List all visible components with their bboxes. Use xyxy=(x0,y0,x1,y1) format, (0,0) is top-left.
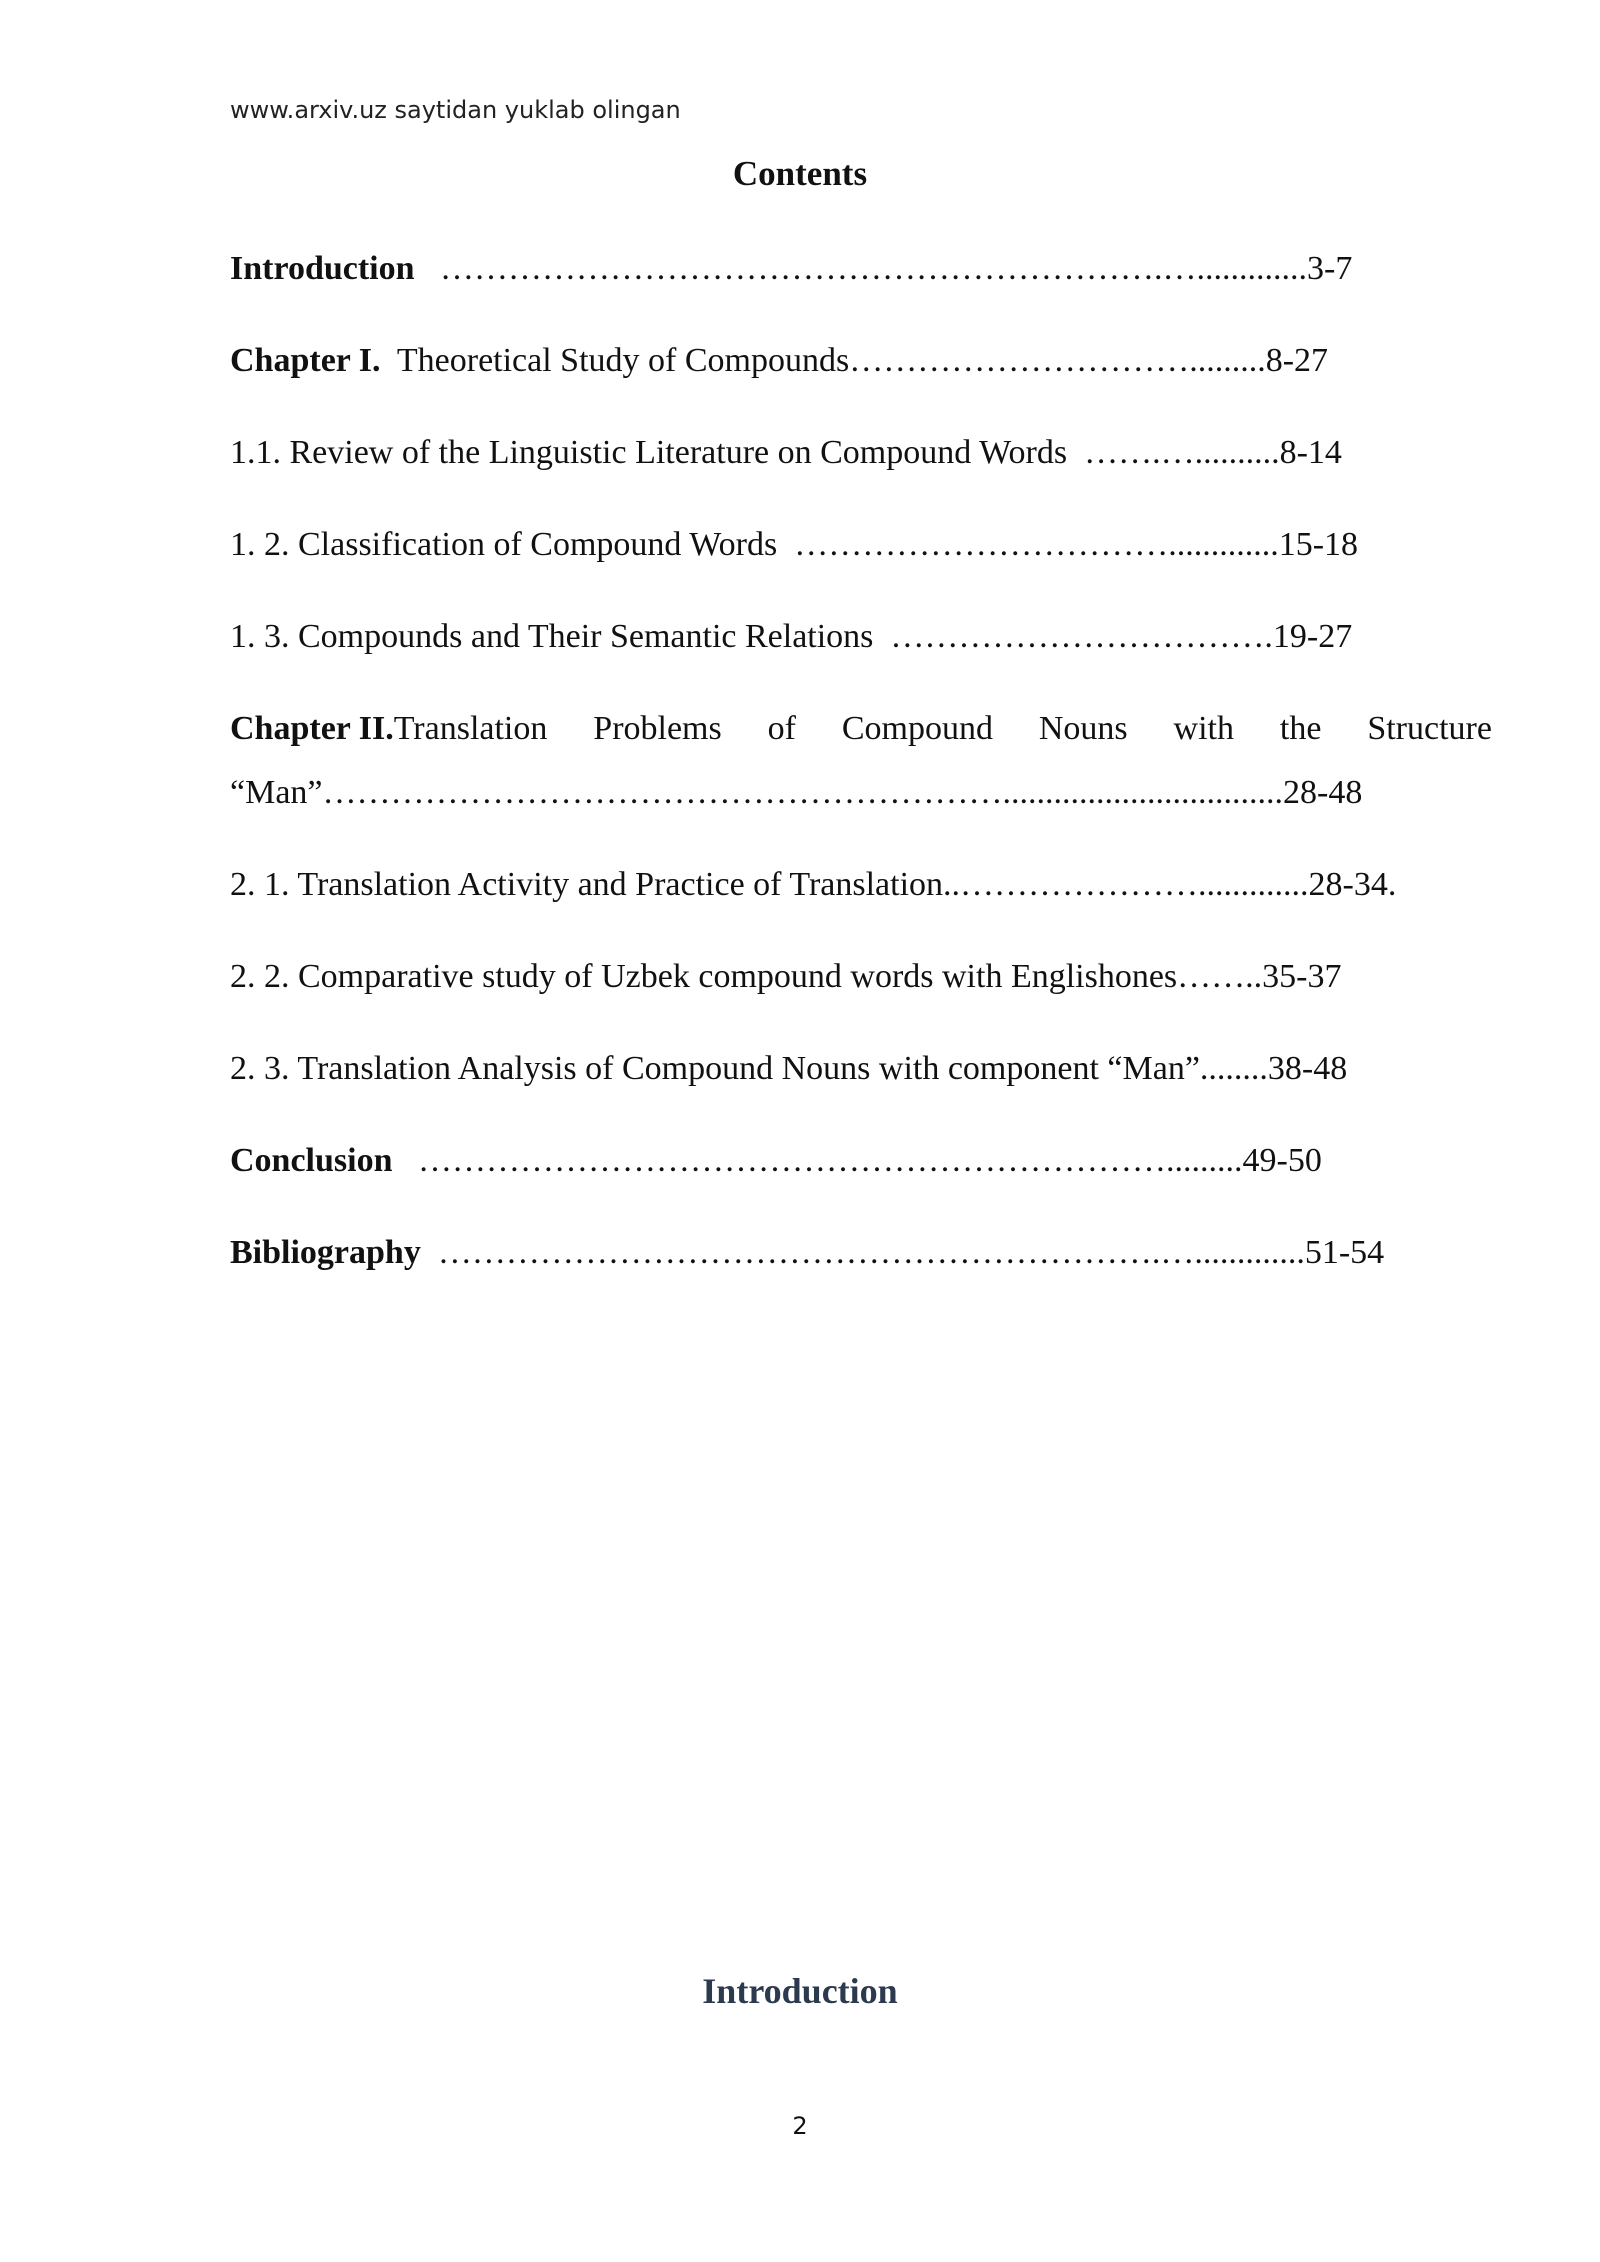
toc-entry-label: 2. 2. Comparative study of Uzbek compound words with Englishones xyxy=(230,958,1178,995)
toc-entry-title: Theoretical Study of Compounds xyxy=(396,342,850,379)
toc-entry-label: Bibliography xyxy=(230,1234,421,1271)
toc-entry-label: 1. 2. Classification of Compound Words xyxy=(230,526,778,563)
toc-leader: ……………………………............. xyxy=(794,526,1279,563)
contents-title: Contents xyxy=(732,154,868,193)
toc-word: with xyxy=(1173,710,1234,747)
toc-leader: ........ xyxy=(1199,1050,1268,1087)
toc-entry-1-2[interactable] xyxy=(230,528,1358,562)
toc-pages: 15-18 xyxy=(1278,526,1359,563)
toc-pages: 3-7 xyxy=(1307,250,1353,287)
section-heading-introduction: Introduction xyxy=(702,1971,898,2011)
toc-entry-1-3[interactable] xyxy=(230,620,1352,654)
toc-entry-label: Chapter II. xyxy=(230,710,394,747)
toc-leader: ……………………………………………………................................. xyxy=(322,774,1284,811)
toc-word: the xyxy=(1279,710,1322,747)
toc-pages: 35-37 xyxy=(1262,958,1342,995)
toc-entry-label: 2. 3. Translation Analysis of Compound Nouns with component “Man” xyxy=(230,1050,1200,1087)
toc-pages: 28-48 xyxy=(1283,774,1363,811)
toc-entry-2-1[interactable] xyxy=(230,868,1396,902)
toc-pages: 8-27 xyxy=(1265,342,1329,379)
toc-entry-title: “Man” xyxy=(230,774,323,811)
toc-entry-chapter-1[interactable] xyxy=(230,344,1328,378)
toc-entry-conclusion[interactable] xyxy=(230,1144,1322,1178)
toc-entry-introduction[interactable] xyxy=(230,252,1352,286)
toc-entry-chapter-2[interactable] xyxy=(230,712,1492,810)
toc-entry-label: 1.1. Review of the Linguistic Literature on Compound Words xyxy=(230,434,1068,471)
toc-leader: ……………………………. xyxy=(890,618,1273,655)
toc-leader: …….. xyxy=(1177,958,1263,995)
toc-pages: 19-27 xyxy=(1272,618,1353,655)
chapter-2-second-line xyxy=(230,776,1492,810)
toc-leader: …………………………......... xyxy=(849,342,1266,379)
toc-entry-label: 1. 3. Compounds and Their Semantic Relations xyxy=(230,618,874,655)
page-number: 2 xyxy=(792,2112,808,2140)
chapter-2-title-line xyxy=(230,712,1492,746)
toc-entry-2-3[interactable] xyxy=(230,1052,1347,1086)
toc-entry-label: Introduction xyxy=(230,250,415,287)
toc-leader: …….….......... xyxy=(1084,434,1280,471)
toc-leader: ……………………………………………………….…............. xyxy=(437,1234,1305,1271)
toc-pages: 8-14 xyxy=(1279,434,1342,471)
toc-pages: 51-54 xyxy=(1304,1234,1385,1271)
header-watermark: www.arxiv.uz saytidan yuklab olingan xyxy=(230,96,681,124)
toc-leader: .…………………............. xyxy=(951,866,1309,903)
toc-pages: 49-50 xyxy=(1242,1142,1322,1179)
toc-entry-label: 2. 1. Translation Activity and Practice of Translation. xyxy=(230,866,952,903)
toc-pages: 28-34. xyxy=(1308,866,1397,903)
toc-leader: ……………………………………………………….…............. xyxy=(440,250,1308,287)
toc-word: of xyxy=(767,710,796,747)
toc-entry-label: Chapter I. xyxy=(230,342,381,379)
toc-entry-1-1[interactable] xyxy=(230,436,1342,470)
toc-leader: …………………………………………………………......... xyxy=(418,1142,1243,1179)
toc-word: Problems xyxy=(593,710,722,747)
toc-pages: 38-48 xyxy=(1267,1050,1348,1087)
toc-word: Chapter II.Translation xyxy=(230,710,548,747)
toc-word: Nouns xyxy=(1038,710,1128,747)
toc-entry-label: Conclusion xyxy=(230,1142,393,1179)
toc-word: Structure xyxy=(1367,710,1492,747)
toc-entry-bibliography[interactable] xyxy=(230,1236,1384,1270)
toc-entry-2-2[interactable] xyxy=(230,960,1341,994)
toc-word: Compound xyxy=(841,710,993,747)
